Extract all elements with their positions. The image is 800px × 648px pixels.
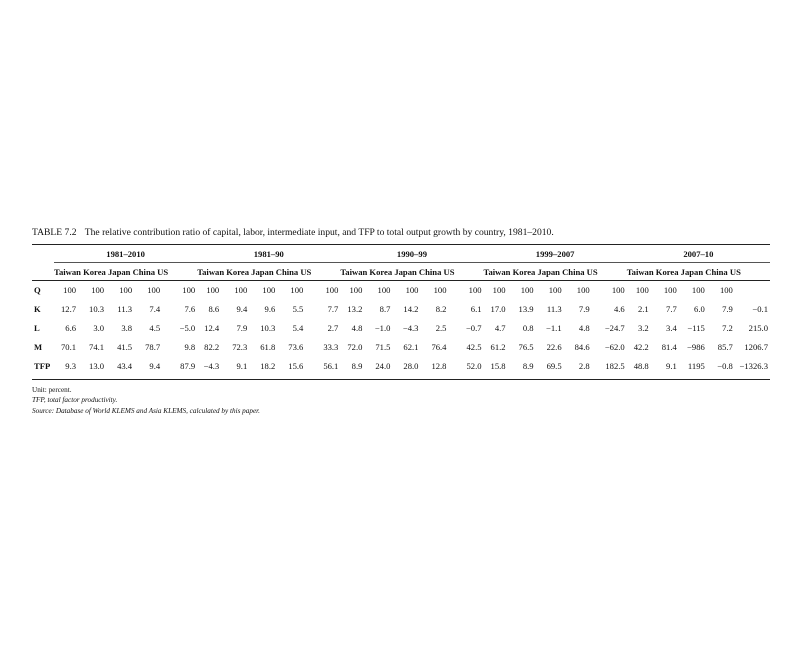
table-cell: 100 [147, 285, 161, 296]
country-header-row [32, 263, 770, 281]
table-cell: −1.0 [374, 323, 391, 333]
table-cell: 4.7 [494, 323, 506, 333]
row-label: L [34, 323, 40, 333]
source-label: Source: [32, 406, 55, 415]
table-cell: 7.6 [184, 304, 196, 314]
table-cell: 17.0 [490, 304, 506, 314]
table-cell: 2.5 [435, 323, 447, 333]
table-cell: 3.4 [666, 323, 677, 333]
table-cell: 2.8 [578, 361, 590, 371]
table-row [32, 300, 770, 319]
table-cell: 9.1 [666, 361, 677, 371]
table-cell: 73.6 [288, 342, 304, 352]
table-cell: 8.7 [379, 304, 391, 314]
table-cell: 15.8 [490, 361, 506, 371]
table-cell: 5.4 [292, 323, 304, 333]
table-cell: 9.1 [236, 361, 248, 371]
period-header: 2007–10 [627, 245, 770, 263]
table-cell: 41.5 [117, 342, 133, 352]
table-cell: 43.4 [117, 361, 133, 371]
table-cell: 7.7 [327, 304, 339, 314]
table-cell: 28.0 [403, 361, 419, 371]
table-body [32, 281, 770, 376]
table-cell: −24.7 [604, 323, 625, 333]
table-cell: 76.5 [518, 342, 534, 352]
unit-note: Unit: percent. [32, 385, 72, 394]
table-cell: 84.6 [574, 342, 590, 352]
table-cell: −115 [687, 323, 705, 333]
table-cell: 11.3 [117, 304, 133, 314]
country-header: Taiwan Korea Japan China US [340, 263, 483, 281]
period-header: 1990–99 [340, 245, 483, 263]
stub-header-2 [32, 263, 54, 281]
table-cell [735, 281, 770, 300]
table-cell: 70.1 [61, 342, 77, 352]
table-caption [32, 226, 770, 240]
table-cell: 100 [182, 285, 196, 296]
table-cell: 8.9 [351, 361, 363, 371]
table-cell: 1195 [687, 361, 705, 371]
table-cell: 81.4 [661, 342, 677, 352]
table-cell: −1.1 [546, 323, 562, 333]
table-cell: 4.8 [351, 323, 363, 333]
table-cell: 3.8 [121, 323, 133, 333]
table-cell: −1326.3 [739, 361, 768, 371]
table-cell: 100 [234, 285, 248, 296]
table-cell: 10.3 [260, 323, 276, 333]
row-label: Q [34, 285, 41, 296]
table-cell: −4.3 [402, 323, 419, 333]
table-cell: 0.8 [522, 323, 534, 333]
table-cell: 82.2 [204, 342, 220, 352]
table-cell: 4.8 [578, 323, 590, 333]
table-cell: 85.7 [717, 342, 733, 352]
table-cell: 6.1 [470, 304, 482, 314]
table-cell: 42.5 [466, 342, 482, 352]
table-sheet [32, 226, 770, 416]
table-cell: 7.7 [666, 304, 677, 314]
source-note [32, 406, 770, 417]
table-cell: 100 [691, 285, 705, 296]
table-cell: 2.1 [637, 304, 649, 314]
table-cell: 33.3 [323, 342, 339, 352]
table-cell: 69.5 [546, 361, 562, 371]
period-header-row [32, 245, 770, 263]
table-cell: 5.5 [292, 304, 304, 314]
table-cell: 182.5 [605, 361, 625, 371]
table-cell: 100 [576, 285, 590, 296]
table-cell: 78.7 [145, 342, 161, 352]
table-cell: 7.9 [236, 323, 248, 333]
period-header: 1999–2007 [484, 245, 627, 263]
period-header: 1981–90 [197, 245, 340, 263]
table-cell: 48.8 [633, 361, 649, 371]
period-header: 1981–2010 [54, 245, 197, 263]
table-cell: 100 [262, 285, 276, 296]
table-cell: 56.1 [323, 361, 339, 371]
table-row [32, 319, 770, 338]
table-label: TABLE 7.2 [32, 227, 77, 238]
table-cell: 1206.7 [744, 342, 768, 352]
table-cell: 100 [611, 285, 625, 296]
table-cell: 12.7 [61, 304, 77, 314]
country-header: Taiwan Korea Japan China US [54, 263, 197, 281]
table-cell: 76.4 [431, 342, 447, 352]
table-cell: 100 [119, 285, 133, 296]
table-cell: 9.4 [149, 361, 161, 371]
table-cell: 100 [63, 285, 77, 296]
table-cell: 100 [325, 285, 339, 296]
table-cell: 6.6 [65, 323, 77, 333]
table-cell: 18.2 [260, 361, 276, 371]
table-cell: 7.2 [722, 323, 733, 333]
table-cell: 13.0 [89, 361, 105, 371]
table-cell: 6.0 [694, 304, 705, 314]
table-cell: 7.9 [722, 304, 733, 314]
table-cell: 3.2 [637, 323, 649, 333]
table-cell: 100 [91, 285, 105, 296]
table-cell: 7.4 [149, 304, 161, 314]
table-cell: 100 [433, 285, 447, 296]
table-cell: −4.3 [203, 361, 220, 371]
table-cell: 42.2 [633, 342, 649, 352]
table-cell: 11.3 [546, 304, 562, 314]
table-cell: 100 [520, 285, 534, 296]
table-cell: 12.8 [431, 361, 447, 371]
row-label: M [34, 342, 43, 352]
table-cell: 4.5 [149, 323, 161, 333]
table-cell: −986 [687, 342, 705, 352]
table-cell: 9.3 [65, 361, 77, 371]
table-cell: −0.8 [717, 361, 733, 371]
table-cell: 4.6 [613, 304, 625, 314]
table-cell: 62.1 [403, 342, 419, 352]
table-cell: 74.1 [89, 342, 105, 352]
table-cell: 8.6 [208, 304, 220, 314]
table-cell: 13.9 [518, 304, 534, 314]
table-cell: 8.9 [522, 361, 534, 371]
table-cell: 72.3 [232, 342, 248, 352]
contribution-table [32, 244, 770, 376]
table-cell: 3.0 [93, 323, 105, 333]
table-notes [32, 379, 770, 417]
table-cell: −0.1 [752, 304, 768, 314]
table-cell: 15.6 [288, 361, 304, 371]
table-cell: 100 [719, 285, 733, 296]
table-cell: 9.8 [184, 342, 196, 352]
table-cell: 24.0 [375, 361, 391, 371]
table-cell: 61.8 [260, 342, 276, 352]
table-row [32, 281, 770, 300]
table-row [32, 357, 770, 376]
table-cell: 215.0 [748, 323, 768, 333]
table-cell: −0.7 [465, 323, 482, 333]
table-row [32, 338, 770, 357]
table-cell: 14.2 [403, 304, 419, 314]
country-header: Taiwan Korea Japan China US [197, 263, 340, 281]
table-cell: 100 [492, 285, 506, 296]
table-cell: 22.6 [546, 342, 562, 352]
row-label: K [34, 304, 41, 314]
country-header: Taiwan Korea Japan China US [484, 263, 627, 281]
table-cell: 100 [663, 285, 677, 296]
tfp-note-text: TFP, total factor productivity. [32, 396, 118, 404]
table-cell: 12.4 [204, 323, 220, 333]
stub-header [32, 245, 54, 263]
table-cell: 52.0 [466, 361, 482, 371]
table-cell: 2.7 [327, 323, 339, 333]
table-cell: 7.9 [578, 304, 590, 314]
table-title: The relative contribution ratio of capital, labor, intermediate input, and TFP to total output growth by country, 1981–2010. [84, 227, 554, 238]
table-cell: 10.3 [89, 304, 105, 314]
table-cell: 71.5 [375, 342, 391, 352]
country-header: Taiwan Korea Japan China US [627, 263, 770, 281]
table-cell: 100 [635, 285, 649, 296]
table-cell: 100 [290, 285, 304, 296]
tfp-note [32, 395, 770, 406]
source-text: Database of World KLEMS and Asia KLEMS, calculated by this paper. [55, 406, 260, 415]
table-cell: 72.0 [347, 342, 363, 352]
table-cell: 100 [468, 285, 482, 296]
table-cell: 9.4 [236, 304, 248, 314]
table-cell: 13.2 [347, 304, 363, 314]
table-cell: 100 [405, 285, 419, 296]
row-label: TFP [34, 361, 51, 371]
table-cell: 100 [377, 285, 391, 296]
table-cell: 100 [349, 285, 363, 296]
table-cell: −62.0 [604, 342, 625, 352]
table-cell: 61.2 [490, 342, 506, 352]
table-cell: 100 [548, 285, 562, 296]
table-cell: 8.2 [435, 304, 447, 314]
table-cell: −5.0 [179, 323, 196, 333]
table-cell: 100 [206, 285, 220, 296]
table-cell: 9.6 [264, 304, 276, 314]
table-cell: 87.9 [180, 361, 196, 371]
